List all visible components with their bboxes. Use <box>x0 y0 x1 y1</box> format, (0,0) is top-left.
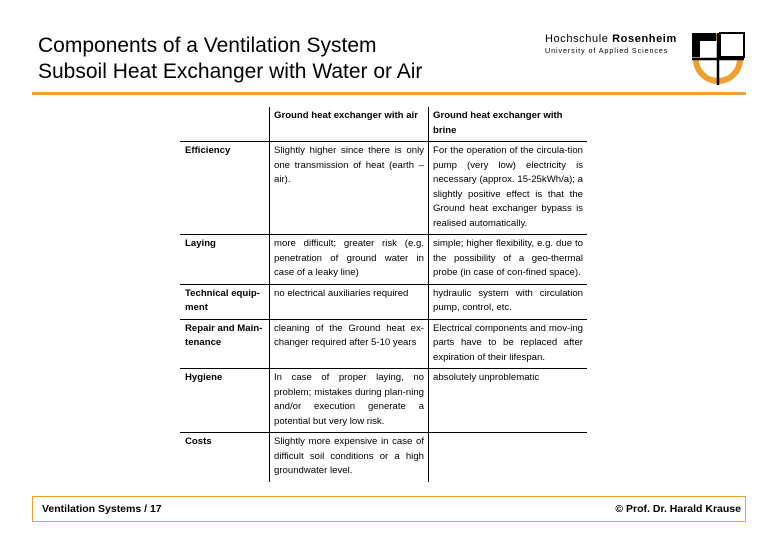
university-name-bold: Rosenheim <box>612 33 677 45</box>
footer-course-label: Ventilation Systems / 17 <box>42 503 162 515</box>
university-brand <box>545 33 677 55</box>
cell-brine: For the operation of the circula-tion pump (very low) electricity is necessary (approx. 15-25kWh/a); a slightly positive effect is that the Ground heat exchanger bypass is realised automatically. <box>429 142 588 235</box>
page-title <box>38 33 422 85</box>
cell-air: more difficult; greater risk (e.g. penetration of ground water in case of a leaky line) <box>270 235 429 285</box>
row-label: Costs <box>180 433 270 482</box>
cell-brine: Electrical components and mov-ing parts have to be replaced after expiration of their lifespan. <box>429 319 588 369</box>
table-header-empty <box>180 107 270 142</box>
cell-brine <box>429 433 588 482</box>
university-name-prefix: Hochschule <box>545 33 613 45</box>
table-row <box>180 369 587 433</box>
table-row <box>180 284 587 319</box>
title-line-1: Components of a Ventilation System <box>38 34 377 57</box>
cell-brine: hydraulic system with circulation pump, control, etc. <box>429 284 588 319</box>
footer-bar <box>32 496 746 522</box>
table-header-row <box>180 107 587 142</box>
row-label: Laying <box>180 235 270 285</box>
footer-copyright: © Prof. Dr. Harald Krause <box>615 503 741 515</box>
cell-brine: absolutely unproblematic <box>429 369 588 433</box>
table-row <box>180 433 587 482</box>
table-row <box>180 319 587 369</box>
cell-air: Slightly more expensive in case of difficult soil conditions or a high groundwater level. <box>270 433 429 482</box>
university-logo-icon <box>690 31 746 87</box>
row-label: Technical equip-ment <box>180 284 270 319</box>
header-divider <box>32 92 746 95</box>
table-header-brine: Ground heat exchanger with brine <box>429 107 588 142</box>
table-row <box>180 235 587 285</box>
cell-air: Slightly higher since there is only one transmission of heat (earth – air). <box>270 142 429 235</box>
cell-brine: simple; higher flexibility, e.g. due to the possibility of a geo-thermal probe (in case of con-fined space). <box>429 235 588 285</box>
cell-air: In case of proper laying, no problem; mistakes during plan-ning and/or execution generate a potential but very low risk. <box>270 369 429 433</box>
table-row <box>180 142 587 235</box>
cell-air: no electrical auxiliaries required <box>270 284 429 319</box>
title-line-2: Subsoil Heat Exchanger with Water or Air <box>38 60 423 83</box>
row-label: Hygiene <box>180 369 270 433</box>
cell-air: cleaning of the Ground heat ex-changer required after 5-10 years <box>270 319 429 369</box>
table-header-air: Ground heat exchanger with air <box>270 107 429 142</box>
university-subtitle: University of Applied Sciences <box>545 46 669 55</box>
row-label: Efficiency <box>180 142 270 235</box>
university-name <box>545 33 677 45</box>
comparison-table <box>180 107 587 482</box>
row-label: Repair and Main-tenance <box>180 319 270 369</box>
